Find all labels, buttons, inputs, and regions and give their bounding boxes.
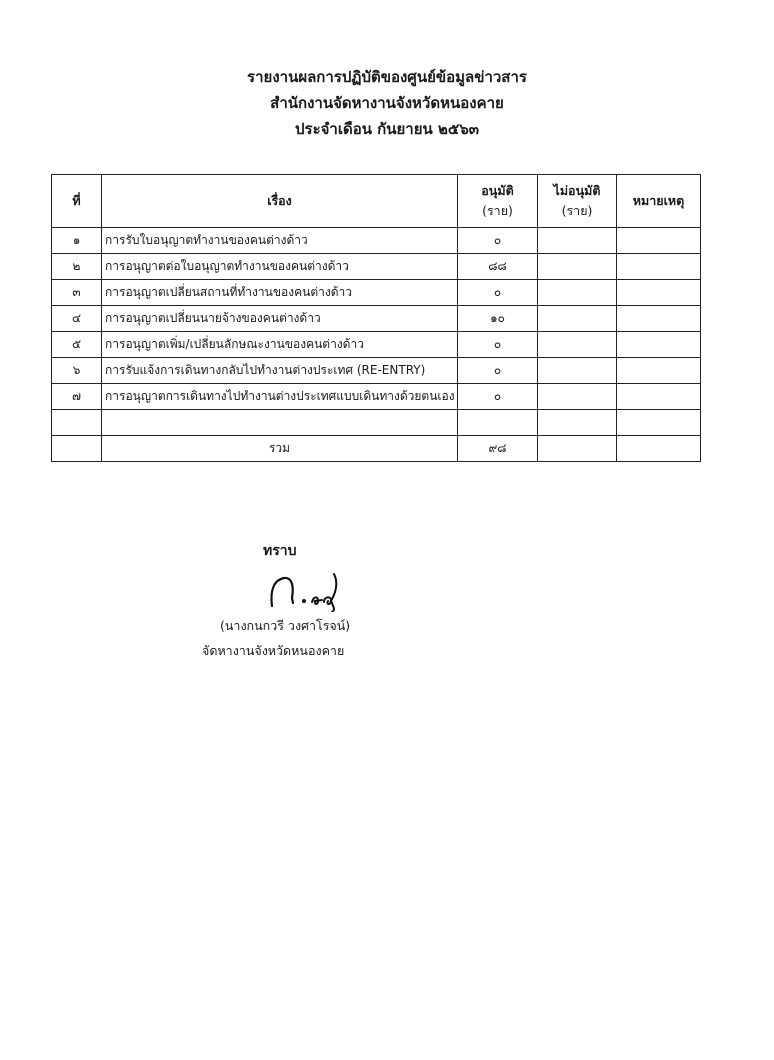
header-approved-unit: (ราย)	[482, 203, 513, 218]
office-name: สำนักงานจัดหางานจังหวัดหนองคาย	[270, 94, 504, 112]
total-no	[52, 436, 102, 462]
row-no: ๖	[52, 358, 102, 384]
table-row	[52, 358, 701, 384]
row-rejected	[538, 410, 617, 436]
row-topic: การอนุญาตเปลี่ยนสถานที่ทำงานของคนต่างด้าว	[102, 280, 458, 306]
table-row-empty	[52, 410, 701, 436]
header-approved	[458, 175, 538, 228]
row-topic: การอนุญาตการเดินทางไปทำงานต่างประเทศแบบเดินทางด้วยตนเอง	[102, 384, 458, 410]
report-title: รายงานผลการปฏิบัติของศูนย์ข้อมูลข่าวสาร	[247, 68, 527, 86]
row-remark	[617, 410, 701, 436]
row-topic: การอนุญาตเพิ่ม/เปลี่ยนลักษณะงานของคนต่างด้าว	[102, 332, 458, 358]
row-no	[52, 410, 102, 436]
row-topic: การรับแจ้งการเดินทางกลับไปทำงานต่างประเทศ (RE-ENTRY)	[102, 358, 458, 384]
row-no: ๑	[52, 228, 102, 254]
row-remark	[617, 358, 701, 384]
row-topic	[102, 410, 458, 436]
table-row	[52, 332, 701, 358]
row-no: ๓	[52, 280, 102, 306]
row-approved: ๑๐	[458, 306, 538, 332]
row-no: ๗	[52, 384, 102, 410]
header-rejected-unit: (ราย)	[561, 203, 593, 218]
header-no: ที่	[52, 175, 102, 228]
row-topic: การรับใบอนุญาตทำงานของคนต่างด้าว	[102, 228, 458, 254]
row-remark	[617, 228, 701, 254]
row-no: ๕	[52, 332, 102, 358]
row-rejected	[538, 306, 617, 332]
report-period: ประจำเดือน กันยายน ๒๕๖๓	[294, 120, 480, 138]
table-header-row	[52, 175, 701, 228]
row-remark	[617, 384, 701, 410]
header-topic: เรื่อง	[102, 175, 458, 228]
table-row	[52, 254, 701, 280]
row-approved: ๐	[458, 384, 538, 410]
row-approved: ๐	[458, 358, 538, 384]
table-row	[52, 280, 701, 306]
handwritten-signature	[262, 568, 358, 612]
row-remark	[617, 280, 701, 306]
report-table	[51, 174, 701, 462]
total-rejected	[538, 436, 617, 462]
row-approved: ๘๘	[458, 254, 538, 280]
report-header	[0, 64, 774, 142]
row-topic: การอนุญาตเปลี่ยนนายจ้างของคนต่างด้าว	[102, 306, 458, 332]
row-remark	[617, 254, 701, 280]
table-total-row	[52, 436, 701, 462]
signer-name: (นางกนกวรี วงศาโรจน์)	[220, 618, 351, 633]
row-remark	[617, 306, 701, 332]
row-rejected	[538, 384, 617, 410]
signer-position: จัดหางานจังหวัดหนองคาย	[202, 643, 345, 658]
total-remark	[617, 436, 701, 462]
table-row	[52, 384, 701, 410]
row-approved: ๐	[458, 332, 538, 358]
row-rejected	[538, 332, 617, 358]
table-row	[52, 228, 701, 254]
row-approved: ๐	[458, 228, 538, 254]
row-no: ๒	[52, 254, 102, 280]
total-label: รวม	[102, 436, 458, 462]
header-remark: หมายเหตุ	[617, 175, 701, 228]
row-rejected	[538, 280, 617, 306]
row-approved	[458, 410, 538, 436]
row-rejected	[538, 228, 617, 254]
header-rejected	[538, 175, 617, 228]
header-approved-label: อนุมัติ	[481, 183, 514, 198]
table-row	[52, 306, 701, 332]
row-no: ๔	[52, 306, 102, 332]
header-rejected-label: ไม่อนุมัติ	[553, 183, 601, 198]
row-approved: ๐	[458, 280, 538, 306]
acknowledge-label: ทราบ	[263, 543, 297, 559]
total-approved: ๙๘	[458, 436, 538, 462]
row-topic: การอนุญาตต่อใบอนุญาตทำงานของคนต่างด้าว	[102, 254, 458, 280]
row-rejected	[538, 358, 617, 384]
row-remark	[617, 332, 701, 358]
row-rejected	[538, 254, 617, 280]
